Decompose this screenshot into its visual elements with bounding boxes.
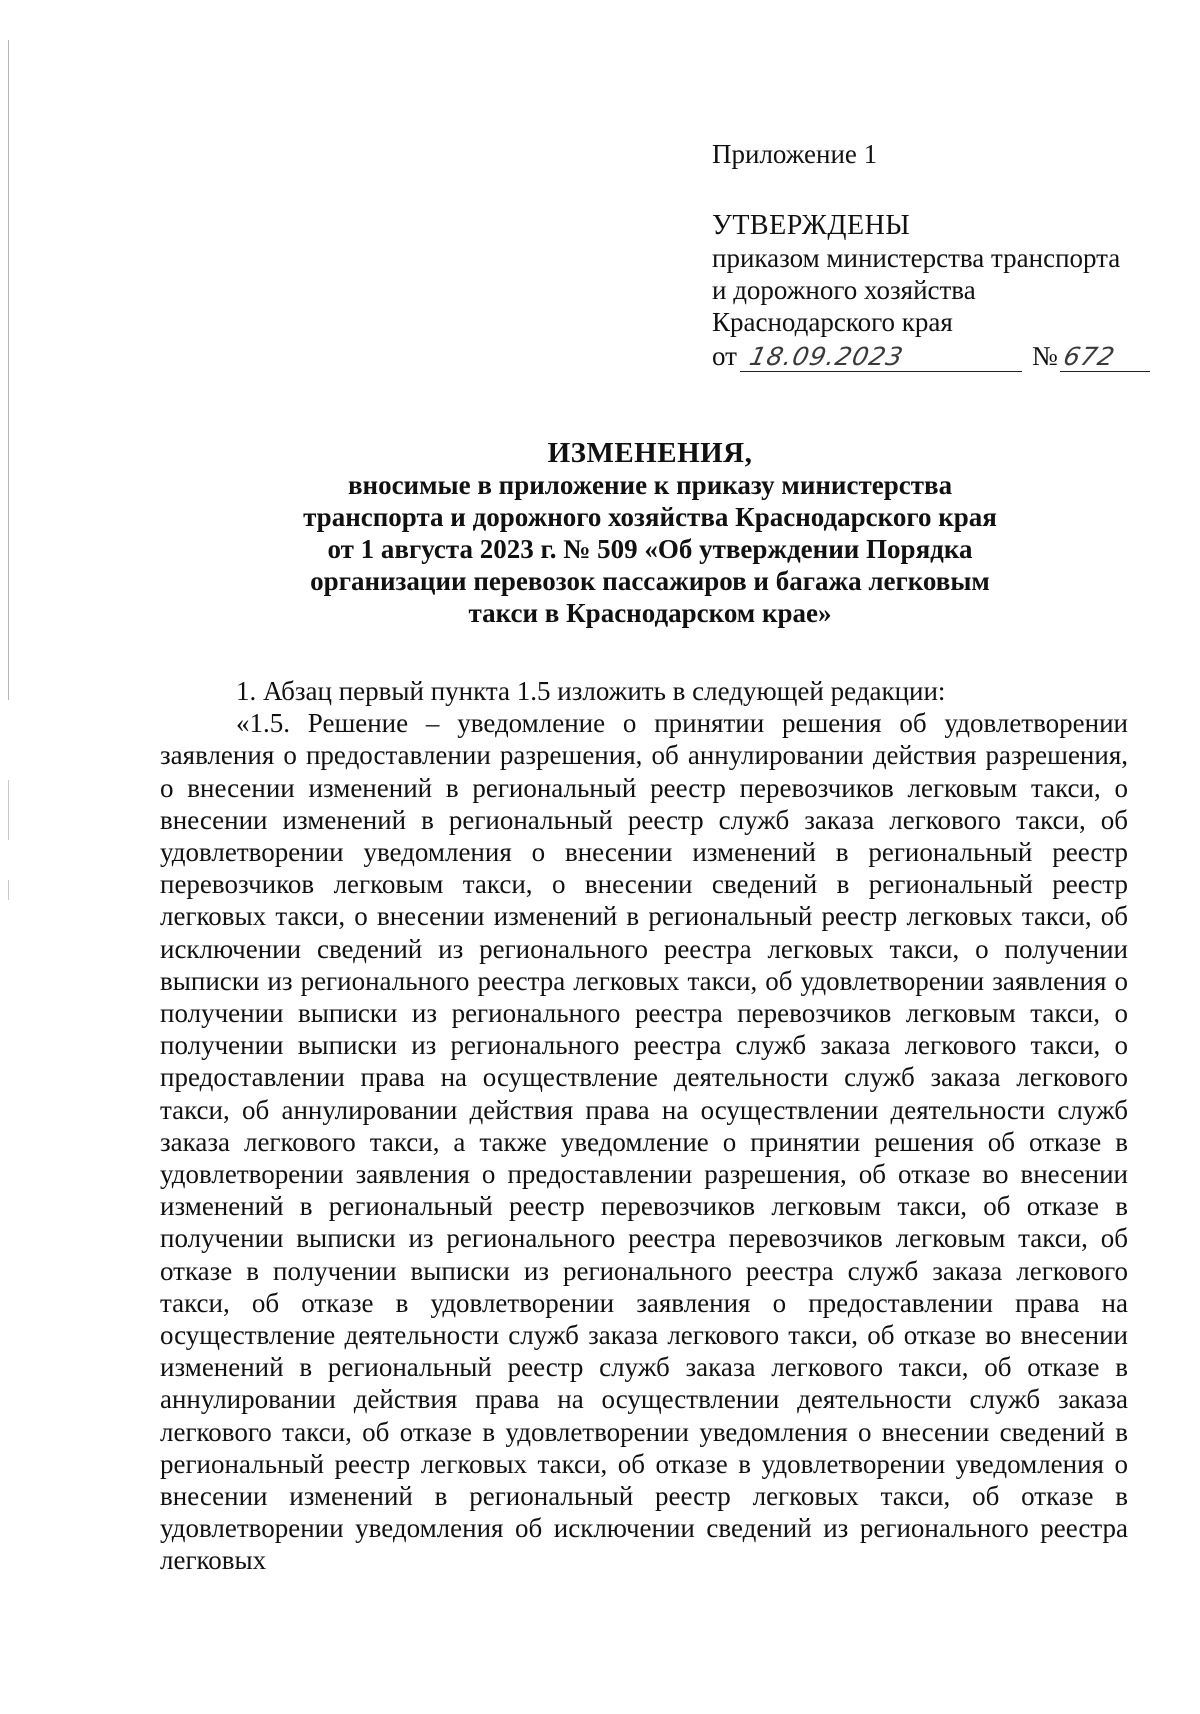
approval-stamp-block <box>712 138 1152 372</box>
title-line: вносимые в приложение к приказу министерства <box>347 470 953 500</box>
approval-line-road: и дорожного хозяйства <box>712 275 976 305</box>
scan-edge-mark <box>8 780 9 840</box>
appendix-label: Приложение 1 <box>712 139 878 169</box>
approval-line-ministry: приказом министерства транспорта <box>712 243 1121 273</box>
title-line: транспорта и дорожного хозяйства Краснодарского края <box>303 502 997 532</box>
title-line: такси в Краснодарском крае» <box>468 598 832 628</box>
order-number-field <box>1060 341 1150 372</box>
order-date-number-row <box>712 338 1152 372</box>
date-prefix: от <box>712 341 737 371</box>
approved-label: УТВЕРЖДЕНЫ <box>712 210 911 241</box>
number-prefix: № <box>1031 341 1058 371</box>
scan-edge-mark <box>8 880 9 900</box>
handwritten-number: 672 <box>1060 342 1118 371</box>
scan-edge-mark <box>8 40 9 700</box>
approval-line-region: Краснодарского края <box>712 307 953 337</box>
document-body <box>160 675 1128 1577</box>
body-item-heading: 1. Абзац первый пункта 1.5 изложить в следующей редакции: <box>236 676 946 706</box>
body-paragraph: «1.5. Решение – уведомление о принятии решения об удовлетворении заявления о предоставлении разрешения, об аннулировании действия разрешения, о внесении изменений в региональный реестр перевозчиков легковым такси, о внесении изменений в региональный реестр служб заказа легкового такси, об удовлетворении уведомления о внесении изменений в региональный реестр перевозчиков легковым такси, о внесении сведений в региональный реестр легковых такси, о внесении изменений в региональный реестр легковых такси, об исключении сведений из регионального реестра легковых такси, о получении выписки из регионального реестра легковых такси, об удовлетворении заявления о получении выписки из регионального реестра перевозчиков легковым такси, о получении выписки из регионального реестра служб заказа легкового такси, о предоставлении права на осуществление деятельности служб заказа легкового такси, об аннулировании действия права на осуществлении деятельности служб заказа легкового такси, а также уведомление о принятии решения об отказе в удовлетворении заявления о предоставлении разрешения, об отказе во внесении изменений в региональный реестр перевозчиков легковым такси, об отказе в получении выписки из регионального реестра перевозчиков легковым такси, об отказе в получении выписки из регионального реестра служб заказа легкового такси, об отказе в удовлетворении заявления о предоставлении права на осуществление деятельности служб заказа легкового такси, об отказе во внесении изменений в региональный реестр служб заказа легкового такси, об отказе в аннулировании действия права на осуществлении деятельности служб заказа легкового такси, об отказе в удовлетворении уведомления о внесении сведений в региональный реестр легковых такси, об отказе в удовлетворении уведомления о внесении изменений в региональный реестр легковых такси, об отказе в удовлетворении уведомления об исключении сведений из регионального реестра легковых <box>160 708 1128 1576</box>
title-line: организации перевозок пассажиров и багажа легковым <box>310 566 990 596</box>
title-main: ИЗМЕНЕНИЯ, <box>547 437 753 469</box>
document-title <box>160 437 1140 629</box>
order-date-field <box>740 341 1022 372</box>
handwritten-date: 18.09.2023 <box>746 342 907 371</box>
title-line: от 1 августа 2023 г. № 509 «Об утверждении Порядка <box>327 534 973 564</box>
